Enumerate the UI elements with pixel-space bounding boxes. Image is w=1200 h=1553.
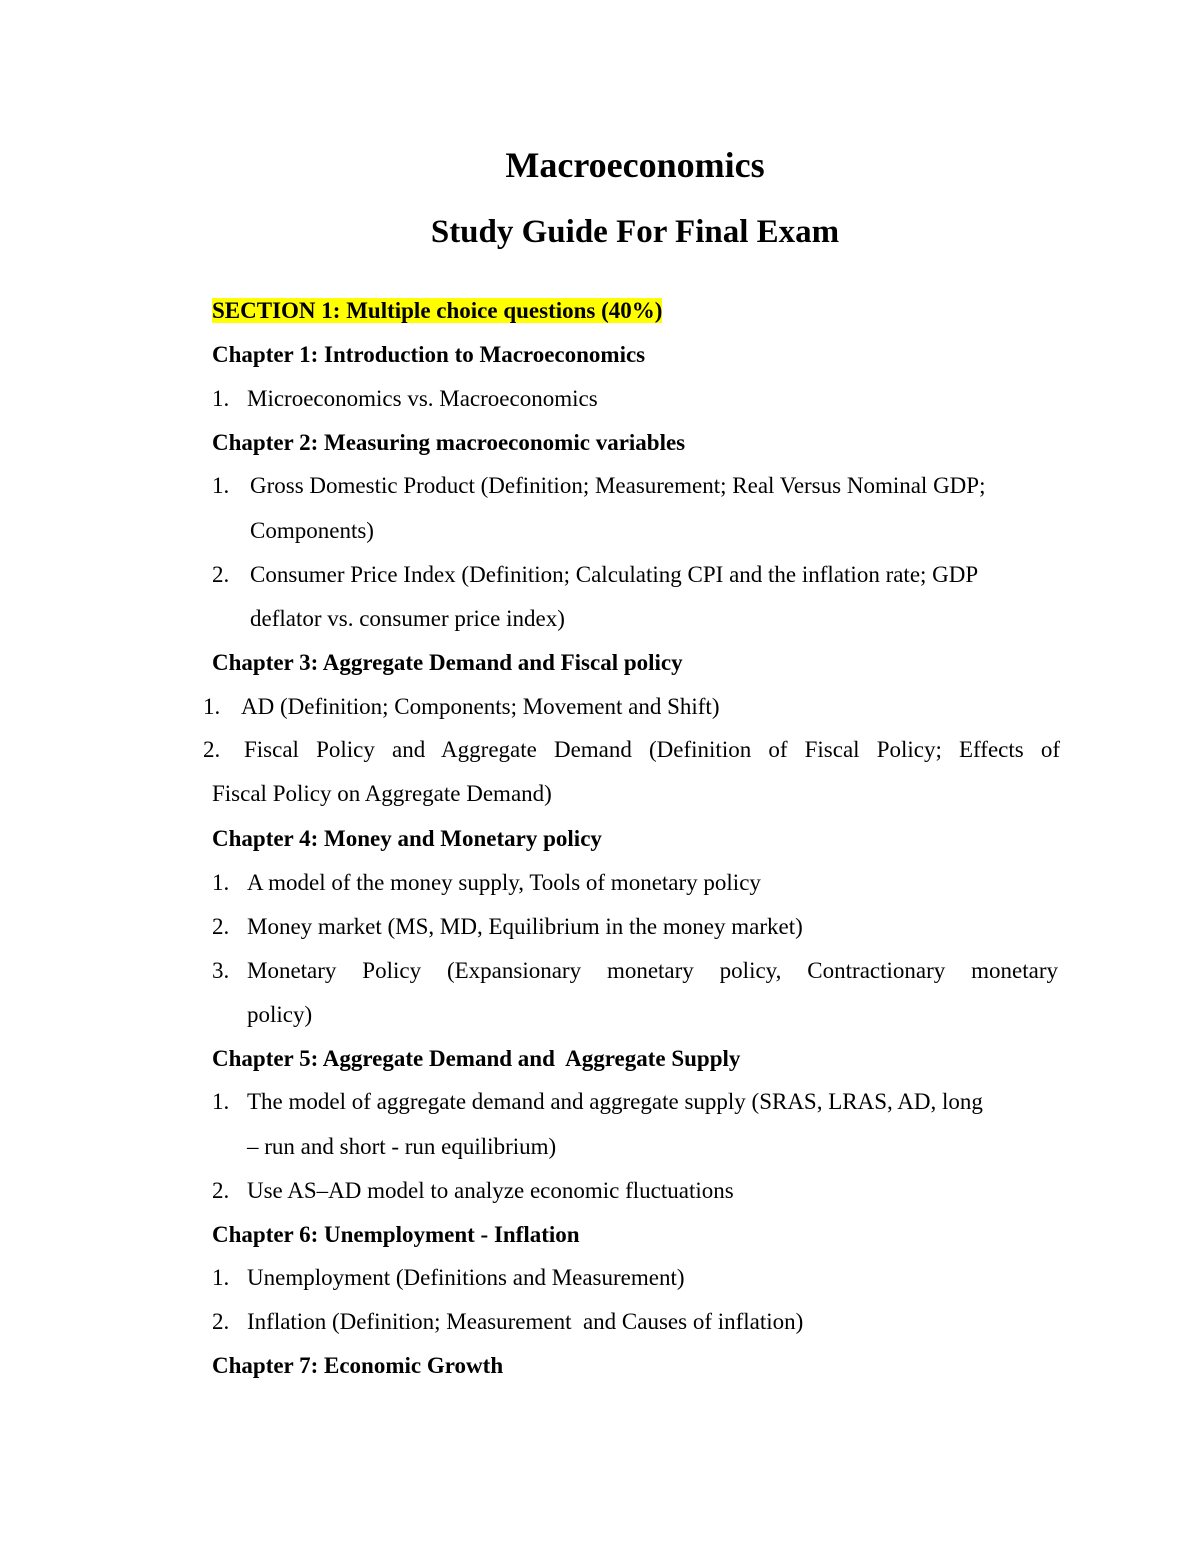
list-item: Consumer Price Index (Definition; Calculating CPI and the inflation rate; GDP	[250, 562, 979, 587]
list-item: Fiscal Policy and Aggregate Demand (Definition of Fiscal Policy; Effects of	[244, 737, 1060, 762]
list-item-continued: – run and short - run equilibrium)	[247, 1134, 557, 1159]
list-item-number: 2.	[212, 1309, 230, 1334]
list-item-number: 2.	[212, 1178, 230, 1203]
section-heading	[212, 296, 662, 326]
document-subtitle: Study Guide For Final Exam	[430, 214, 840, 250]
list-item-number: 1.	[212, 473, 230, 498]
list-item-continued: policy)	[247, 1002, 313, 1027]
chapter-1-heading: Chapter 1: Introduction to Macroeconomics	[212, 342, 646, 367]
list-item-number: 2.	[203, 737, 221, 762]
list-item: Monetary Policy (Expansionary monetary policy, Contractionary monetary	[247, 958, 1058, 983]
list-item-number: 1.	[212, 1265, 230, 1290]
list-item-number: 1.	[212, 1089, 230, 1114]
list-item: Unemployment (Definitions and Measurement)	[247, 1265, 685, 1290]
list-item-number: 1.	[212, 386, 230, 411]
chapter-5-heading: Chapter 5: Aggregate Demand and Aggregate Supply	[212, 1046, 741, 1071]
chapter-4-heading: Chapter 4: Money and Monetary policy	[212, 826, 602, 851]
list-item-number: 1.	[212, 870, 230, 895]
list-item: The model of aggregate demand and aggregate supply (SRAS, LRAS, AD, long	[247, 1089, 983, 1114]
chapter-7-heading: Chapter 7: Economic Growth	[212, 1353, 504, 1378]
list-item-number: 2.	[212, 914, 230, 939]
list-item-number: 1.	[203, 694, 221, 719]
list-item-continued: Fiscal Policy on Aggregate Demand)	[212, 781, 552, 806]
list-item-continued: Components)	[250, 518, 374, 543]
list-item-continued: deflator vs. consumer price index)	[250, 606, 565, 631]
list-item-number: 2.	[212, 562, 230, 587]
document-title: Macroeconomics	[505, 145, 765, 185]
list-item: Inflation (Definition; Measurement and Causes of inflation)	[247, 1309, 804, 1334]
list-item-number: 3.	[212, 958, 230, 983]
section-highlight: SECTION 1: Multiple choice questions (40%)	[212, 298, 663, 323]
chapter-2-heading: Chapter 2: Measuring macroeconomic variables	[212, 430, 686, 455]
list-item: Microeconomics vs. Macroeconomics	[247, 386, 598, 411]
list-item: Use AS–AD model to analyze economic fluctuations	[247, 1178, 734, 1203]
list-item: Money market (MS, MD, Equilibrium in the money market)	[247, 914, 803, 939]
list-item: A model of the money supply, Tools of monetary policy	[247, 870, 761, 895]
chapter-3-heading: Chapter 3: Aggregate Demand and Fiscal policy	[212, 650, 683, 675]
chapter-6-heading: Chapter 6: Unemployment - Inflation	[212, 1222, 580, 1247]
list-item: Gross Domestic Product (Definition; Measurement; Real Versus Nominal GDP;	[250, 473, 986, 498]
list-item: AD (Definition; Components; Movement and Shift)	[241, 694, 720, 719]
